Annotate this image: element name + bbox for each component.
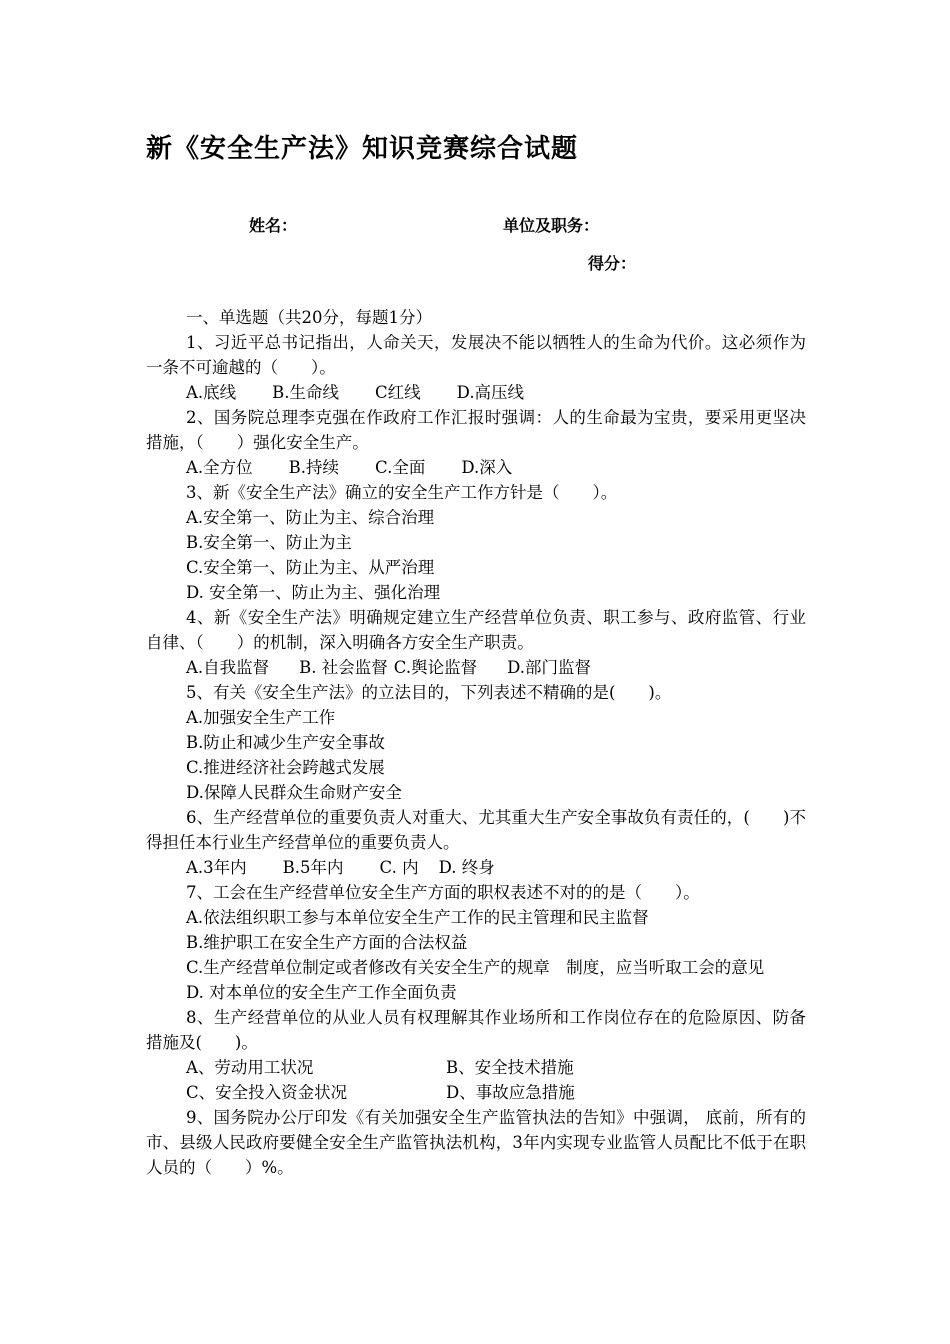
option: D. 终身	[438, 858, 495, 877]
option: B.5年内	[282, 858, 344, 877]
option: C红线	[375, 383, 421, 402]
page-title: 新《安全生产法》知识竞赛综合试题	[146, 134, 579, 164]
question-section	[146, 305, 806, 1180]
question-8-stem: 8、生产经营单位的从业人员有权理解其作业场所和工作岗位存在的危险原因、防备措施及( )。	[146, 1008, 806, 1052]
question-2-options	[146, 455, 806, 480]
unit-label: 单位及职务：	[503, 216, 600, 235]
option: C、安全投入资金状况	[186, 1083, 348, 1102]
question-3-stem: 3、新《安全生产法》确立的安全生产工作方针是（ ）。	[186, 483, 618, 502]
score-label: 得分：	[588, 254, 637, 273]
option: C.全面	[375, 458, 426, 477]
section-heading: 一、单选题（共20分，每题1分）	[186, 308, 432, 327]
option: C. 内	[379, 858, 419, 877]
option: C.推进经济社会跨越式发展	[186, 758, 385, 777]
option: B.生命线	[272, 383, 340, 402]
question-4-stem: 4、新《安全生产法》明确规定建立生产经营单位负责、职工参与、政府监管、行业自律、（ ）的机制，深入明确各方安全生产职责。	[146, 608, 806, 652]
option: C.安全第一、防止为主、从严治理	[186, 558, 435, 577]
question-1-stem: 1、习近平总书记指出，人命关天，发展决不能以牺牲人的生命为代价。这必须作为一条不可逾越的（ ）。	[146, 333, 806, 377]
option: B、安全技术措施	[446, 1058, 574, 1077]
option: D. 对本单位的安全生产工作全面负责	[186, 983, 457, 1002]
option: B. 社会监督	[299, 658, 388, 677]
question-6-options	[146, 855, 806, 880]
option: C.生产经营单位制定或者修改有关安全生产的规章 制度，应当听取工会的意见	[186, 958, 765, 977]
option: C.舆论监督	[393, 658, 478, 677]
option: A.底线	[186, 383, 237, 402]
option: D. 安全第一、防止为主、强化治理	[186, 583, 441, 602]
question-4-options	[146, 655, 806, 680]
option: B.维护职工在安全生产方面的合法权益	[186, 933, 468, 952]
question-6-stem: 6、生产经营单位的重要负责人对重大、尤其重大生产安全事故负有责任的，( )不得担任本行业生产经营单位的重要负责人。	[146, 808, 806, 852]
option: A、劳动用工状况	[186, 1058, 314, 1077]
question-8-options	[146, 1055, 806, 1105]
option: D.保障人民群众生命财产安全	[186, 783, 402, 802]
option: D、事故应急措施	[446, 1083, 575, 1102]
option: D.部门监督	[507, 658, 591, 677]
question-5-stem: 5、有关《安全生产法》的立法目的，下列表述不精确的是( )。	[186, 683, 672, 702]
name-label: 姓名：	[249, 216, 298, 235]
option: A.自我监督	[186, 658, 270, 677]
option: A.依法组织职工参与本单位安全生产工作的民主管理和民主监督	[186, 908, 649, 927]
option: B.持续	[288, 458, 340, 477]
question-2-stem: 2、国务院总理李克强在作政府工作汇报时强调：人的生命最为宝贵，要采用更坚决措施，（ ）强化安全生产。	[146, 408, 806, 452]
option: A.全方位	[186, 458, 253, 477]
question-1-options	[146, 380, 806, 405]
option: A.3年内	[186, 858, 247, 877]
question-9-stem: 9、国务院办公厅印发《有关加强安全生产监管执法的告知》中强调， 底前，所有的市、县级人民政府要健全安全生产监管执法机构，3年内实现专业监管人员配比不低于在职人员的（ ）%。	[146, 1108, 806, 1177]
option: A.安全第一、防止为主、综合治理	[186, 508, 435, 527]
option: A.加强安全生产工作	[186, 708, 336, 727]
option: B.安全第一、防止为主	[186, 533, 352, 552]
option: D.深入	[461, 458, 513, 477]
question-7-stem: 7、工会在生产经营单位安全生产方面的职权表述不对的的是（ ）。	[186, 883, 700, 902]
option: D.高压线	[456, 383, 525, 402]
option: B.防止和减少生产安全事故	[186, 733, 385, 752]
